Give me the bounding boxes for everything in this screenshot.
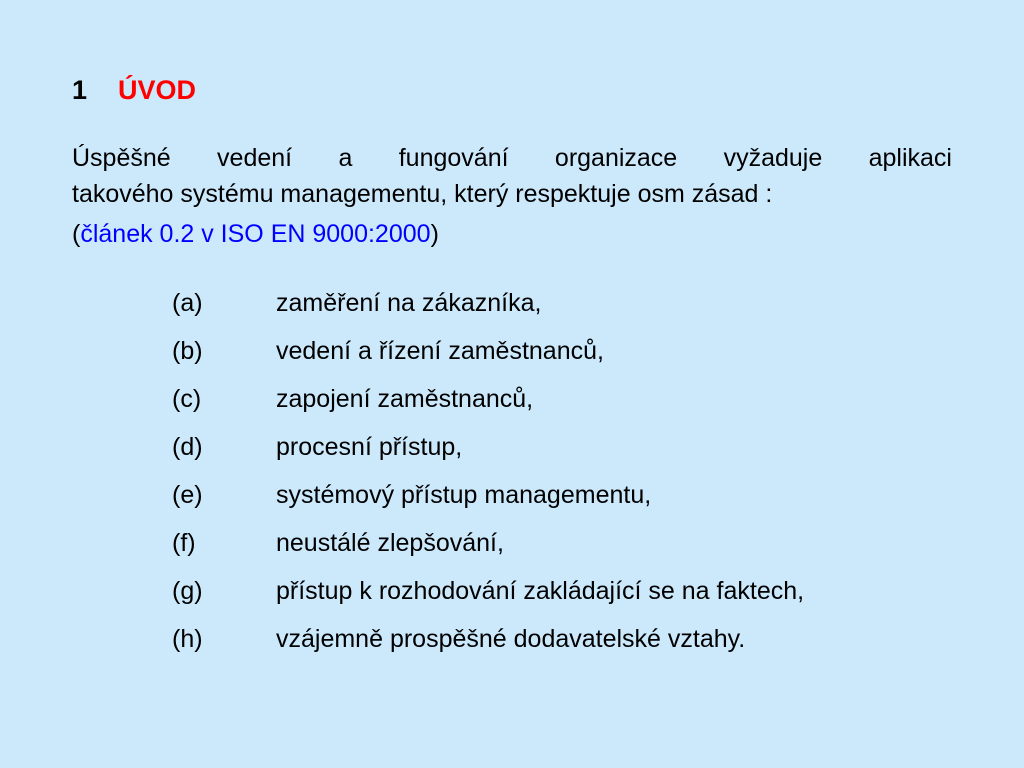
list-item-marker: (e) (172, 481, 203, 509)
iso-reference: článek 0.2 v ISO EN 9000:2000 (80, 220, 431, 248)
reference-open-paren: ( (72, 220, 81, 248)
list-item (172, 377, 804, 425)
list-item (172, 425, 804, 473)
list-item-text: zaměření na zákazníka, (276, 289, 542, 317)
list-item-text: neustálé zlepšování, (276, 529, 504, 557)
section-title: ÚVOD (118, 75, 197, 105)
list-item-text: vzájemně prospěšné dodavatelské vztahy. (276, 625, 746, 653)
list-item (172, 569, 804, 617)
list-item-text: procesní přístup, (276, 433, 463, 461)
section-number: 1 (72, 75, 88, 105)
list-item-text: zapojení zaměstnanců, (276, 385, 534, 413)
list-item-text: vedení a řízení zaměstnanců, (276, 337, 604, 365)
list-item (172, 521, 804, 569)
principles-list (172, 281, 804, 665)
list-item-marker: (f) (172, 529, 196, 557)
intro-paragraph (72, 140, 952, 252)
list-item (172, 617, 804, 665)
list-item-marker: (h) (172, 625, 203, 653)
list-item (172, 473, 804, 521)
list-item (172, 281, 804, 329)
intro-line-2: takového systému managementu, který respektuje osm zásad : (72, 180, 773, 208)
intro-line-1: Úspěšné vedení a fungování organizace vyžaduje aplikaci (72, 144, 952, 172)
list-item-text: přístup k rozhodování zakládající se na faktech, (276, 577, 805, 605)
list-item-marker: (c) (172, 385, 202, 413)
list-item-text: systémový přístup managementu, (276, 481, 652, 509)
intro-reference-line (72, 216, 952, 252)
list-item-marker: (g) (172, 577, 203, 605)
list-item-marker: (d) (172, 433, 203, 461)
list-item (172, 329, 804, 377)
list-item-marker: (a) (172, 289, 203, 317)
list-item-marker: (b) (172, 337, 203, 365)
section-heading (72, 70, 196, 110)
reference-close-paren: ) (430, 220, 439, 248)
